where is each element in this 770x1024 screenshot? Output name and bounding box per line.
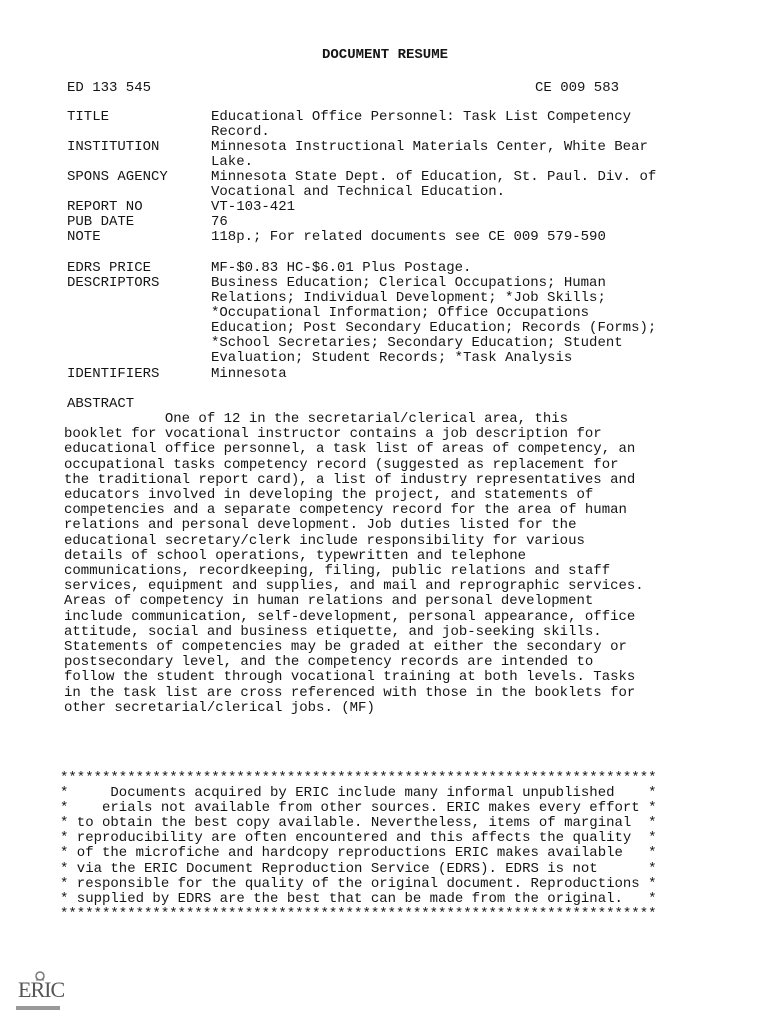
field-label: INSTITUTION <box>67 139 160 155</box>
field-value: Educational Office Personnel: Task List Competency Record. <box>211 109 632 140</box>
field-label: NOTE <box>67 229 101 245</box>
abstract-body: One of 12 in the secretarial/clerical area, this booklet for vocational instructor contains a job description for educational office personnel, a task list of areas of competency, an occupational tasks competency record (suggested as replacement for the traditional report card), a list of industry representatives and educators involved in developing the project, and statements of competencies and a separate competency record for the area of human relations and personal development. Job duties listed for the educational secretary/clerk include responsibility for various details of school operations, typewritten and telephone communications, recordkeeping, filing, public relations and staff services, equipment and supplies, and mail and reprographic services. Areas of competency in human relations and personal development include communication, self-development, personal appearance, office attitude, social and business etiquette, and job-seeking skills. Statements of competencies may be graded at either the secondary or postsecondary level, and the competency records are intended to follow the student through vocational training at both levels. Tasks in the task list are cross referenced with those in the booklets for other secretarial/clerical jobs. (MF) <box>64 411 644 716</box>
field-label: TITLE <box>67 109 110 125</box>
field-label: REPORT NO <box>67 199 143 215</box>
eric-notice-box: *********************************************************************** * Documents acquired by ERIC include many informal unpublished * * erials not available from other sources. ERIC makes every effort * * to obtain the best copy available. Nevertheless, items of marginal * * reproducibility are often encountered and this affects the quality * * of the microfiche and hardcopy reproductions ERIC makes available * * via the ERIC Document Reproduction Service (EDRS). EDRS is not * * responsible for the quality of the original document. Reproductions * * supplied by EDRS are the best that can be made from the original. * *********************************************************************** <box>60 770 657 922</box>
field-value: Minnesota <box>211 366 287 382</box>
field-value: 118p.; For related documents see CE 009 579-590 <box>211 229 606 245</box>
field-value: Minnesota State Dept. of Education, St. Paul. Div. of Vocational and Technical Education. <box>211 169 657 200</box>
field-label: DESCRIPTORS <box>67 275 160 291</box>
field-label: SPONS AGENCY <box>67 169 168 185</box>
ed-number: ED 133 545 <box>67 80 152 96</box>
ce-number: CE 009 583 <box>535 80 620 96</box>
field-value: Minnesota Instructional Materials Center, White Bear Lake. <box>211 139 648 170</box>
field-value: VT-103-421 <box>211 199 296 215</box>
field-value: 76 <box>211 214 228 230</box>
field-label: PUB DATE <box>67 214 135 230</box>
field-label: IDENTIFIERS <box>67 366 160 382</box>
field-label: EDRS PRICE <box>67 260 152 276</box>
field-value: Business Education; Clerical Occupations; Human Relations; Individual Development; *Job Skills; *Occupational Information; Office Occupations Education; Post Secondary Education; Records (Forms); *School Secretaries; Secondary Education; Student Evaluation; Student Records; *Task Analysis <box>211 275 657 366</box>
field-value: MF-$0.83 HC-$6.01 Plus Postage. <box>211 260 472 276</box>
abstract-label: ABSTRACT <box>67 396 135 412</box>
page-title: DOCUMENT RESUME <box>321 47 449 63</box>
eric-logo-text: ERIC <box>18 977 65 1002</box>
